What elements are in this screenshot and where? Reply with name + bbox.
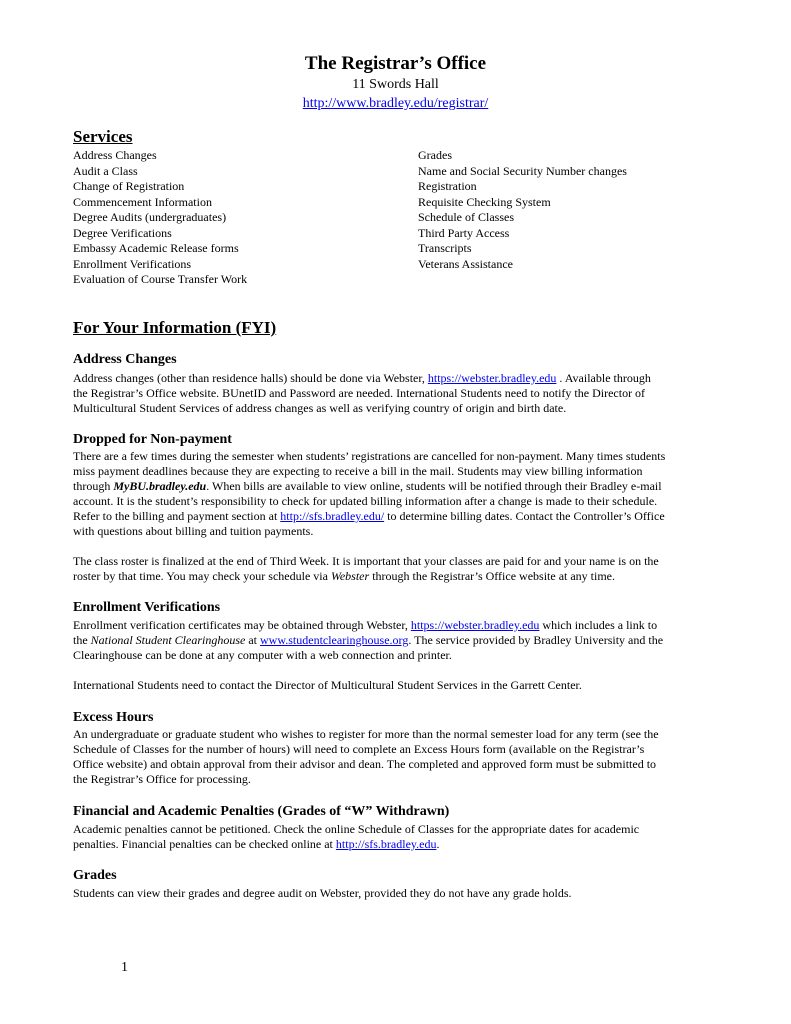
sfs-link[interactable]: http://sfs.bradley.edu xyxy=(335,837,437,851)
excess-hours-text: An undergraduate or graduate student who wishes to register for more than the normal semester load for any term (see the Schedule of Classes for the number of hours) will need to complete an Excess Hours form (available on the Registrar’s Office website) and obtain approval from their advisor and dean. The completed and approved form must be submitted to the Registrar’s Office for processing. xyxy=(73,727,659,786)
service-item: Commencement Information xyxy=(73,194,212,209)
service-item: Embassy Academic Release forms xyxy=(73,241,239,255)
penalties-heading: Financial and Academic Penalties (Grades of “W” Withdrawn) xyxy=(73,804,450,819)
service-item: Evaluation of Course Transfer Work xyxy=(73,272,248,286)
excess-hours-heading: Excess Hours xyxy=(73,710,154,725)
service-item: Address Changes xyxy=(73,148,157,162)
registrar-url-link[interactable]: http://www.bradley.edu/registrar/ xyxy=(302,96,489,111)
registrar-url-container xyxy=(0,96,791,112)
grades-text: Students can view their grades and degree audit on Webster, provided they do not have any grade holds. xyxy=(73,886,572,900)
service-item: Name and Social Security Number changes xyxy=(418,163,627,178)
webster-link[interactable]: https://webster.bradley.edu xyxy=(410,618,540,632)
address-changes-heading: Address Changes xyxy=(73,352,177,367)
service-item: Requisite Checking System xyxy=(418,194,551,209)
service-item: Registration xyxy=(418,179,477,193)
sfs-link[interactable]: http://sfs.bradley.edu/ xyxy=(280,509,385,523)
enrollment-verifications-text: Enrollment verification certificates may be obtained through Webster, https://webster.bradley.edu which includes a link to the National Student Clearinghouse at www.studentclearinghouse.org. The service provided by Bradley University and the Clearinghouse can be done at any computer with a web connection and printer. xyxy=(73,618,664,662)
service-item: Degree Verifications xyxy=(73,225,172,240)
service-item: Enrollment Verifications xyxy=(73,256,192,271)
service-item: Schedule of Classes xyxy=(418,210,514,224)
fyi-heading: For Your Information (FYI) xyxy=(73,318,277,337)
clearinghouse-link[interactable]: www.studentclearinghouse.org xyxy=(260,633,409,647)
enrollment-verifications-heading: Enrollment Verifications xyxy=(73,600,221,615)
services-left-column xyxy=(73,148,247,288)
mybu-site-name: MyBU.bradley.edu xyxy=(113,479,207,493)
penalties-text: Academic penalties cannot be petitioned. Check the online Schedule of Classes for the appropriate dates for academic penalties. Financial penalties can be checked online at http://sfs.bradley.edu. xyxy=(73,822,640,851)
service-item: Degree Audits (undergraduates) xyxy=(73,210,227,224)
class-roster-text: The class roster is finalized at the end of Third Week. It is important that your classes are paid for and your name is on the roster by that time. You may check your schedule via Webster through the Registrar’s Office website at any time. xyxy=(73,554,659,583)
service-item: Change of Registration xyxy=(73,179,185,193)
address-changes-text: Address changes (other than residence halls) should be done via Webster, https://webster.bradley.edu . Available through the Registrar’s Office website. BUnetID and Password are needed. International Students need to notify the Director of Multicultural Student Services of address changes as well as verifying country of origin and birth date. xyxy=(73,371,651,415)
international-students-text: International Students need to contact the Director of Multicultural Student Services in the Garrett Center. xyxy=(73,678,582,692)
service-item: Audit a Class xyxy=(73,163,138,178)
service-item: Veterans Assistance xyxy=(418,256,513,271)
office-address: 11 Swords Hall xyxy=(352,77,439,92)
dropped-nonpayment-heading: Dropped for Non-payment xyxy=(73,432,232,447)
services-right-column xyxy=(418,148,627,272)
webster-link[interactable]: https://webster.bradley.edu xyxy=(427,371,557,385)
service-item: Third Party Access xyxy=(418,225,510,240)
page-number: 1 xyxy=(121,960,128,975)
grades-heading: Grades xyxy=(73,868,117,883)
page-title: The Registrar’s Office xyxy=(304,53,487,74)
service-item: Transcripts xyxy=(418,241,472,255)
service-item: Grades xyxy=(418,148,452,162)
dropped-nonpayment-text: There are a few times during the semester when students’ registrations are cancelled for non-payment. Many times students miss payment deadlines because they are expecting to receive a bill in the mail. Students may view billing information through MyBU.bradley.edu. When bills are available to view online, students will be notified through their Bradley e-mail account. It is the student’s responsibility to check for updated billing information after a change is made to their schedule. Refer to the billing and payment section at http://sfs.bradley.edu/ to determine billing dates. Contact the Controller’s Office with questions about billing and tuition payments. xyxy=(73,449,666,538)
services-heading: Services xyxy=(73,127,133,146)
